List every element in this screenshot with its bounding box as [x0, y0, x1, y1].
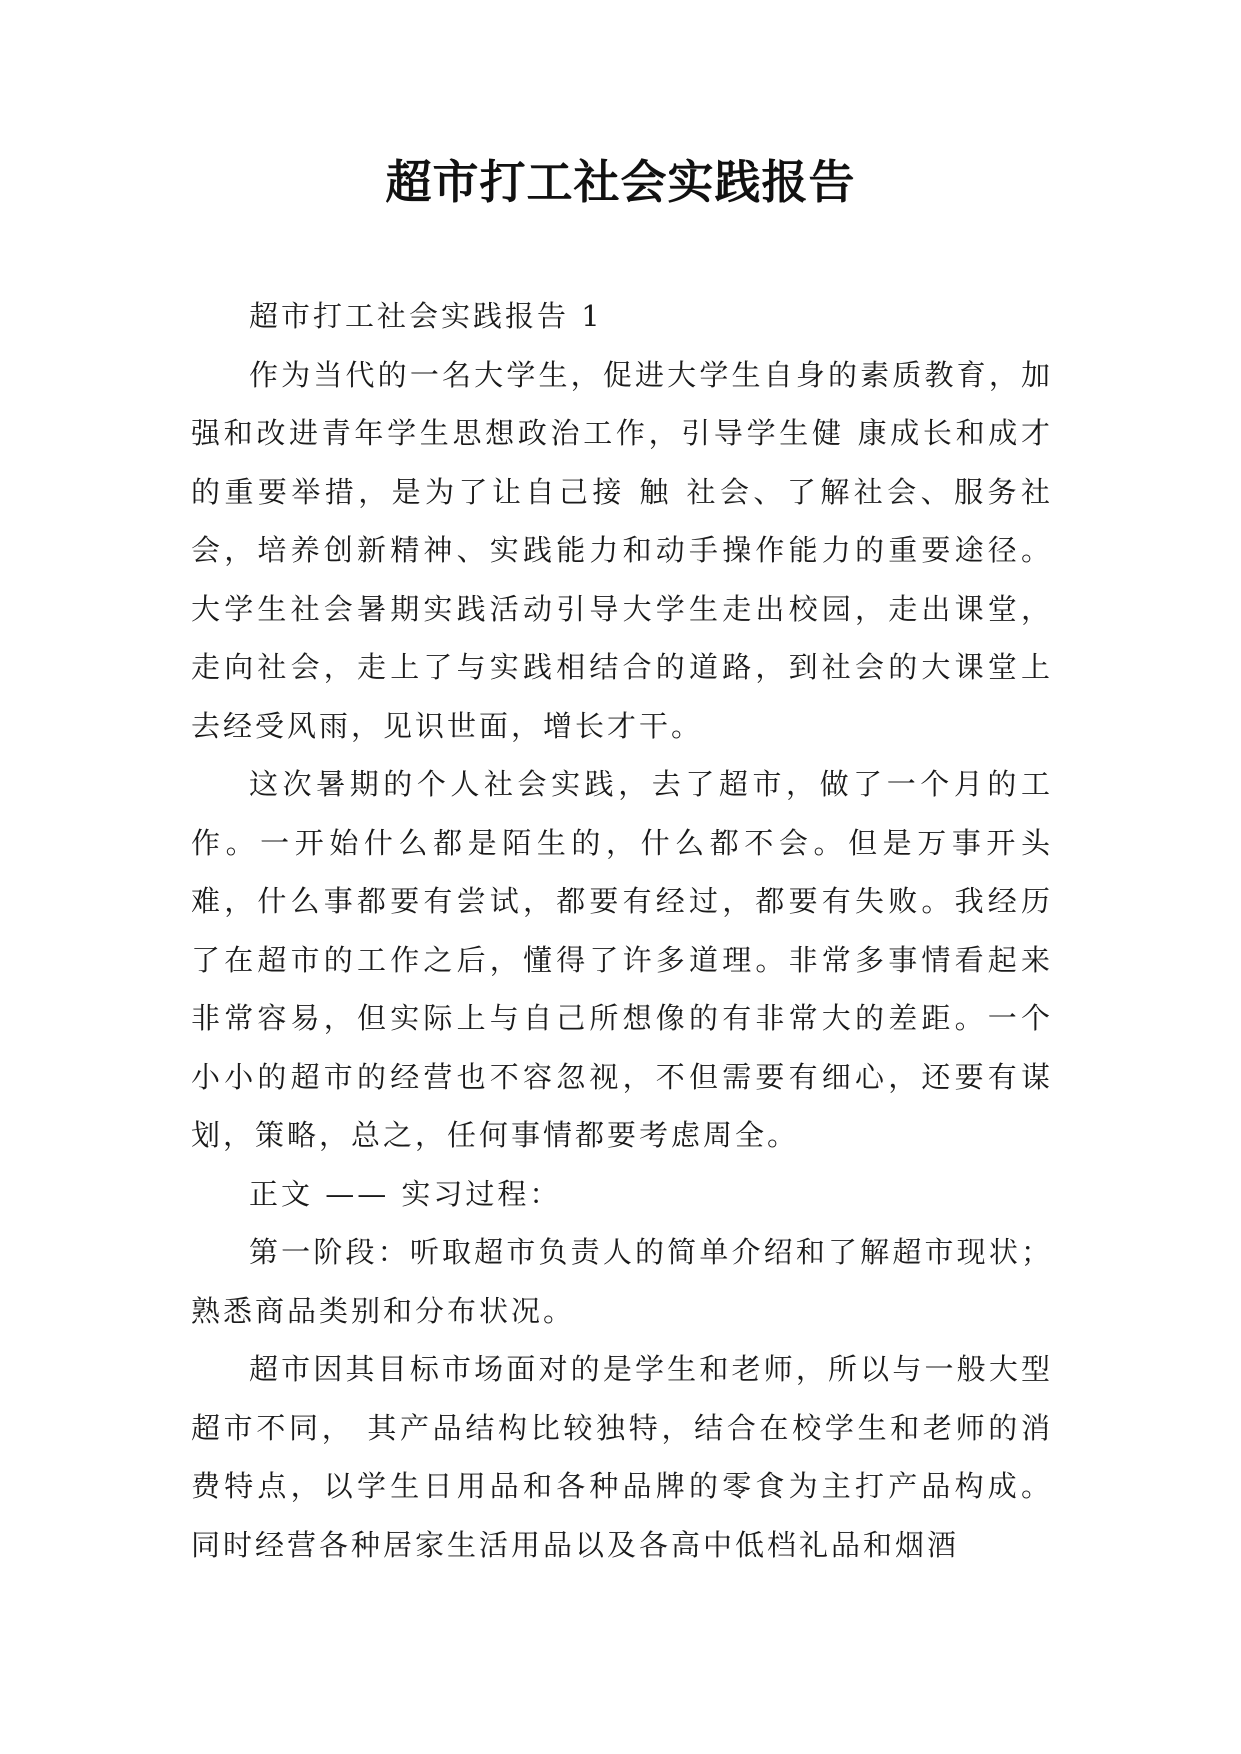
paragraph-stage-one: 第一阶段：听取超市负责人的简单介绍和了解超市现状；熟悉商品类别和分布状况。 — [191, 1235, 1053, 1328]
paragraph-supermarket: 超市因其目标市场面对的是学生和老师，所以与一般大型超市不同， 其产品结构比较独特，结合在校学生和老师的消费特点，以学生日用品和各种品牌的零食为主打产品构成。同时经营各种居家生活用品以及各高中低档礼品和烟酒 — [191, 1352, 1053, 1562]
document-title: 超市打工社会实践报告 — [385, 155, 856, 209]
paragraph-experience: 这次暑期的个人社会实践，去了超市，做了一个月的工作。一开始什么都是陌生的，什么都不会。但是万事开头难，什么事都要有尝试，都要有经过，都要有失败。我经历了在超市的工作之后，懂得了许多道理。非常多事情看起来非常容易，但实际上与自己所想像的有非常大的差距。一个小小的超市的经营也不容忽视，不但需要有细心，还要有谋划，策略，总之，任何事情都要考虑周全。 — [191, 767, 1053, 1152]
section-heading-process: 正文 —— 实习过程： — [249, 1176, 562, 1211]
paragraph-intro: 作为当代的一名大学生，促进大学生自身的素质教育，加强和改进青年学生思想政治工作，引导学生健 康成长和成才的重要举措，是为了让自己接 触 社会、了解社会、服务社会，培养创新精神、实践能力和动手操作能力的重要途径。大学生社会暑期实践活动引导大学生走出校园，走出课堂，走向社会，走上了与实践相结合的道路，到社会的大课堂上去经受风雨，见识世面，增长才干。 — [191, 357, 1053, 743]
document-body — [191, 287, 1053, 1574]
section-heading: 超市打工社会实践报告 1 — [249, 299, 603, 333]
